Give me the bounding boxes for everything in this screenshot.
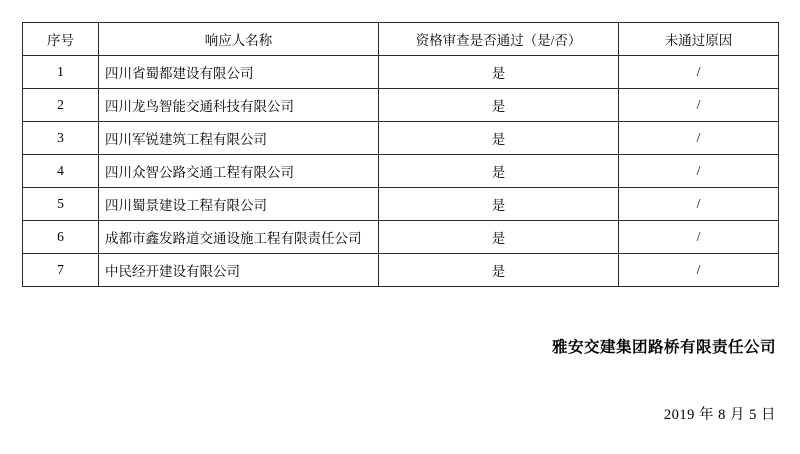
- cell-reason: /: [619, 155, 779, 188]
- table-row: [23, 56, 779, 89]
- table-header-row: [23, 23, 779, 56]
- cell-name: 成都市鑫发路道交通设施工程有限责任公司: [99, 221, 379, 254]
- cell-name: 四川省蜀都建设有限公司: [99, 56, 379, 89]
- cell-qualification: 是: [379, 89, 619, 122]
- column-header-name: 响应人名称: [99, 23, 379, 56]
- cell-index: 1: [23, 56, 99, 89]
- signature-company: 雅安交建集团路桥有限责任公司: [551, 339, 776, 356]
- table-row: [23, 254, 779, 287]
- column-header-index: 序号: [23, 23, 99, 56]
- table-row: [23, 122, 779, 155]
- signature-date: 2019 年 8 月 5 日: [663, 407, 776, 423]
- cell-qualification: 是: [379, 221, 619, 254]
- cell-qualification: 是: [379, 56, 619, 89]
- cell-reason: /: [619, 221, 779, 254]
- table-header: [23, 23, 779, 56]
- cell-name: 中民经开建设有限公司: [99, 254, 379, 287]
- cell-reason: /: [619, 188, 779, 221]
- cell-name: 四川众智公路交通工程有限公司: [99, 155, 379, 188]
- cell-name: 四川龙鸟智能交通科技有限公司: [99, 89, 379, 122]
- table-body: [23, 56, 779, 287]
- qualification-review-table: [22, 22, 778, 287]
- cell-index: 4: [23, 155, 99, 188]
- result-table: [22, 22, 779, 287]
- cell-reason: /: [619, 56, 779, 89]
- table-row: [23, 188, 779, 221]
- cell-reason: /: [619, 89, 779, 122]
- cell-index: 3: [23, 122, 99, 155]
- cell-reason: /: [619, 254, 779, 287]
- cell-qualification: 是: [379, 188, 619, 221]
- cell-qualification: 是: [379, 254, 619, 287]
- cell-qualification: 是: [379, 155, 619, 188]
- cell-index: 5: [23, 188, 99, 221]
- cell-reason: /: [619, 122, 779, 155]
- column-header-qualification: 资格审查是否通过（是/否）: [379, 23, 619, 56]
- cell-index: 6: [23, 221, 99, 254]
- cell-index: 7: [23, 254, 99, 287]
- cell-name: 四川军锐建筑工程有限公司: [99, 122, 379, 155]
- cell-index: 2: [23, 89, 99, 122]
- cell-name: 四川蜀景建设工程有限公司: [99, 188, 379, 221]
- cell-qualification: 是: [379, 122, 619, 155]
- table-row: [23, 89, 779, 122]
- table-row: [23, 155, 779, 188]
- table-row: [23, 221, 779, 254]
- column-header-reason: 未通过原因: [619, 23, 779, 56]
